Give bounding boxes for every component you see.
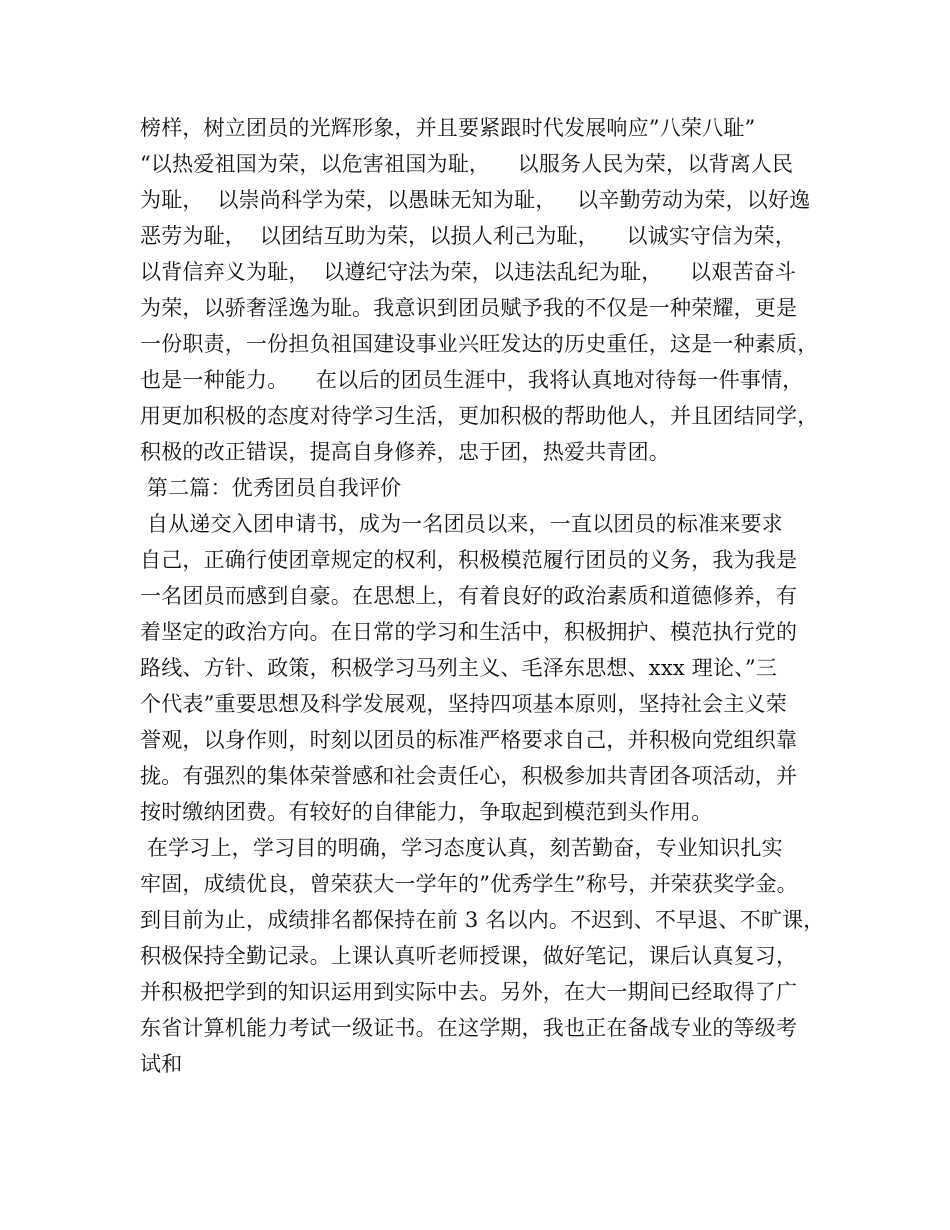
text-line: 恶劳为耻， 以团结互助为荣，以损人利己为耻， 以诚实守信为荣， <box>140 224 797 248</box>
text-line: 也是一种能力。 在以后的团员生涯中，我将认真地对待每一件事情， <box>140 368 804 392</box>
text-line: 自从递交入团申请书，成为一名团员以来，一直以团员的标准来要求 <box>140 512 783 536</box>
text-line: 东省计算机能力考试一级证书。在这学期，我也正在备战专业的等级考 <box>140 1016 798 1040</box>
text-line: 到目前为止，成绩排名都保持在前 3 名以内。不迟到、不早退、不旷课， <box>140 908 825 932</box>
text-line: 按时缴纳团费。有较好的自律能力，争取起到模范到头作用。 <box>140 800 713 824</box>
text-line: 积极保持全勤记录。上课认真听老师授课，做好笔记，课后认真复习， <box>140 944 798 968</box>
text-line: “以热爱祖国为荣，以危害祖国为耻， 以服务人民为荣，以背离人民 <box>140 152 794 176</box>
text-line: 榜样，树立团员的光辉形象，并且要紧跟时代发展响应”八荣八耻” <box>140 116 756 140</box>
text-line: 试和 <box>140 1052 183 1076</box>
text-line: 为耻， 以崇尚科学为荣，以愚昧无知为耻， 以辛勤劳动为荣，以好逸 <box>140 188 811 212</box>
text-line: 着坚定的政治方向。在日常的学习和生活中，积极拥护、模范执行党的 <box>140 620 798 644</box>
text-line: 用更加积极的态度对待学习生活，更加积极的帮助他人，并且团结同学， <box>140 404 819 428</box>
text-line: 一份职责，一份担负祖国建设事业兴旺发达的历史重任，这是一种素质， <box>140 332 819 356</box>
text-line: 以背信弃义为耻， 以遵纪守法为荣，以违法乱纪为耻， 以艰苦奋斗 <box>140 260 797 284</box>
text-line: 自己，正确行使团章规定的权利，积极模范履行团员的义务，我为我是 <box>140 548 798 572</box>
text-line: 积极的改正错误，提高自身修养，忠于团，热爱共青团。 <box>140 440 670 464</box>
text-line: 在学习上，学习目的明确，学习态度认真，刻苦勤奋，专业知识扎实 <box>140 836 783 860</box>
text-line: 为荣，以骄奢淫逸为耻。我意识到团员赋予我的不仅是一种荣耀，更是 <box>140 296 798 320</box>
text-line: 牢固，成绩优良，曾荣获大一学年的”优秀学生”称号，并荣获奖学金。 <box>140 872 798 896</box>
section-heading: 第二篇：优秀团员自我评价 <box>140 476 402 500</box>
text-line: 一名团员而感到自豪。在思想上，有着良好的政治素质和道德修养，有 <box>140 584 798 608</box>
text-line: 并积极把学到的知识运用到实际中去。另外，在大一期间已经取得了广 <box>140 980 798 1004</box>
text-line: 个代表”重要思想及科学发展观，坚持四项基本原则，坚持社会主义荣 <box>140 692 787 716</box>
text-line: 誉观，以身作则，时刻以团员的标准严格要求自己，并积极向党组织靠 <box>140 728 798 752</box>
text-line: 拢。有强烈的集体荣誉感和社会责任心，积极参加共青团各项活动，并 <box>140 764 798 788</box>
text-line: 路线、方针、政策，积极学习马列主义、毛泽东思想、xxx 理论、”三 <box>140 656 778 680</box>
